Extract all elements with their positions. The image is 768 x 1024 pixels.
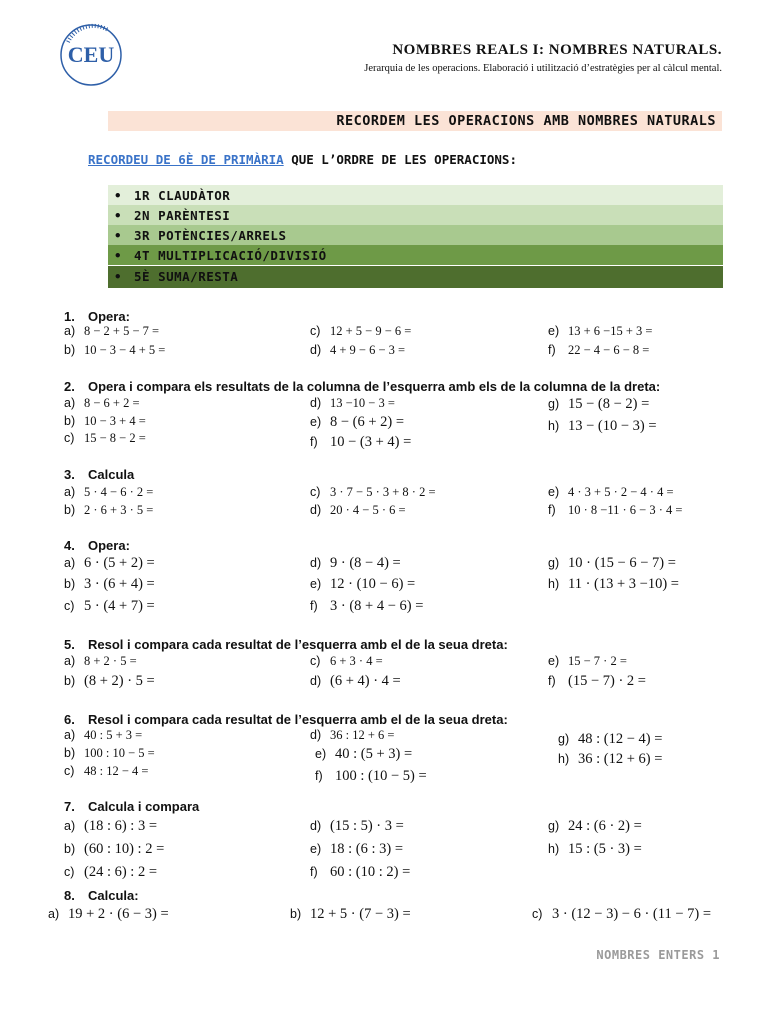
exercise-item [64, 431, 146, 446]
item-label: a) [64, 819, 76, 833]
exercise-item [290, 906, 411, 923]
item-label: b) [64, 842, 76, 856]
item-label: e) [310, 577, 322, 591]
item-label: e) [548, 324, 560, 338]
school-logo [58, 22, 124, 88]
item-expression: (15 : 5) · 3 = [330, 818, 404, 834]
exercise-title-text: Resol i compara cada resultat de l’esquerra amb el de la seua dreta: [88, 712, 508, 727]
recall-line [88, 152, 517, 167]
item-expression: 36 : 12 + 6 = [330, 728, 395, 742]
item-label: d) [310, 728, 322, 742]
item-label: c) [310, 485, 321, 499]
exercise-item [548, 654, 627, 669]
item-label: g) [548, 397, 560, 411]
item-expression: 40 : 5 + 3 = [84, 728, 143, 742]
page-footer: NOMBRES ENTERS 1 [596, 948, 720, 962]
item-expression: 10 · 8 −11 · 6 − 3 · 4 = [568, 503, 683, 517]
exercise-number: 5. [64, 637, 75, 652]
item-expression: (15 − 7) · 2 = [568, 673, 646, 689]
exercise-item [558, 751, 662, 768]
recall-link[interactable]: RECORDEU DE 6È DE PRIMÀRIA [88, 152, 284, 167]
order-item [108, 245, 723, 265]
item-label: a) [64, 654, 76, 668]
order-item-label: 2N PARÈNTESI [134, 208, 231, 223]
item-label: h) [548, 419, 560, 433]
order-item [108, 266, 723, 288]
item-label: d) [310, 819, 322, 833]
item-expression: 5 · (4 + 7) = [84, 598, 155, 614]
item-label: f) [315, 769, 323, 783]
exercise-title [64, 637, 508, 652]
exercise-item [548, 555, 676, 572]
bullet-icon: • [114, 228, 123, 243]
exercise-item [548, 841, 642, 858]
exercise-item [310, 673, 401, 690]
exercise-title-text: Calcula i compara [88, 799, 200, 814]
item-expression: (18 : 6) : 3 = [84, 818, 158, 834]
item-expression: 13 −10 − 3 = [330, 396, 395, 410]
item-label: b) [64, 414, 76, 428]
banner-text: RECORDEM LES OPERACIONS AMB NOMBRES NATURALS [336, 113, 716, 129]
order-item-label: 1R CLAUDÀTOR [134, 188, 231, 203]
item-label: h) [548, 577, 560, 591]
item-expression: 10 − 3 − 4 + 5 = [84, 343, 166, 357]
exercise-title-text: Calcula [88, 467, 135, 482]
exercise-item [310, 864, 410, 881]
bullet-icon: • [114, 188, 123, 203]
exercise-title-text: Opera: [88, 538, 130, 553]
exercise-item [310, 343, 405, 358]
order-item-label: 4T MULTIPLICACIÓ/DIVISIÓ [134, 248, 327, 263]
item-expression: 10 − 3 + 4 = [84, 414, 146, 428]
item-label: b) [64, 674, 76, 688]
logo-letters: CEU [67, 42, 115, 67]
exercise-item [310, 396, 395, 411]
item-expression: 40 : (5 + 3) = [335, 746, 413, 762]
exercise-item [548, 673, 646, 690]
exercise-item [548, 324, 652, 339]
order-item [108, 205, 723, 225]
item-expression: (8 + 2) · 5 = [84, 673, 155, 689]
item-expression: 3 · 7 − 5 · 3 + 8 · 2 = [330, 485, 436, 499]
item-expression: 15 − (8 − 2) = [568, 396, 650, 412]
exercise-title [64, 309, 130, 324]
exercise-item [310, 414, 404, 431]
item-label: d) [310, 674, 322, 688]
exercise-item [310, 841, 403, 858]
item-expression: 3 · (6 + 4) = [84, 576, 155, 592]
item-expression: 12 + 5 · (7 − 3) = [310, 906, 411, 922]
item-expression: 3 · (8 + 4 − 6) = [330, 598, 424, 614]
item-expression: 15 : (5 · 3) = [568, 841, 642, 857]
item-expression: 13 + 6 −15 + 3 = [568, 324, 653, 338]
item-expression: (60 : 10) : 2 = [84, 841, 165, 857]
exercise-item [548, 343, 649, 358]
item-expression: 18 : (6 : 3) = [330, 841, 404, 857]
exercise-item [310, 598, 423, 615]
exercise-item [64, 818, 157, 835]
item-label: d) [310, 343, 322, 357]
exercise-title [64, 467, 134, 482]
item-label: g) [548, 556, 560, 570]
exercise-item [310, 485, 436, 500]
item-expression: 15 − 7 · 2 = [568, 654, 627, 668]
item-label: e) [548, 485, 560, 499]
exercise-item [64, 485, 153, 500]
exercise-item [548, 818, 642, 835]
exercise-item [64, 503, 153, 518]
item-label: b) [290, 907, 302, 921]
item-expression: 12 · (10 − 6) = [330, 576, 416, 592]
exercise-item [64, 841, 164, 858]
item-label: f) [310, 865, 318, 879]
item-label: a) [64, 324, 76, 338]
item-label: e) [315, 747, 327, 761]
item-expression: 6 · (5 + 2) = [84, 555, 155, 571]
item-expression: 100 : 10 − 5 = [84, 746, 155, 760]
item-expression: 13 − (10 − 3) = [568, 418, 657, 434]
item-expression: 15 − 8 − 2 = [84, 431, 146, 445]
exercise-title [64, 799, 199, 814]
exercise-title [64, 712, 508, 727]
bullet-icon: • [114, 248, 123, 263]
item-label: d) [310, 503, 322, 517]
item-expression: 36 : (12 + 6) = [578, 751, 663, 767]
item-label: h) [548, 842, 560, 856]
item-expression: (24 : 6) : 2 = [84, 864, 158, 880]
exercise-item [310, 555, 401, 572]
exercise-title [64, 379, 660, 394]
exercise-title [64, 888, 139, 903]
item-label: f) [548, 343, 556, 357]
item-expression: 12 + 5 − 9 − 6 = [330, 324, 412, 338]
item-label: c) [532, 907, 543, 921]
item-label: b) [64, 503, 76, 517]
exercise-number: 3. [64, 467, 75, 482]
exercise-item [64, 396, 140, 411]
exercise-item [64, 343, 165, 358]
recall-text: QUE L’ORDRE DE LES OPERACIONS: [283, 152, 517, 167]
exercise-title [64, 538, 130, 553]
exercise-item [310, 818, 404, 835]
item-label: c) [64, 431, 75, 445]
exercise-number: 8. [64, 888, 75, 903]
item-label: h) [558, 752, 570, 766]
item-label: f) [548, 674, 556, 688]
item-label: f) [310, 435, 318, 449]
exercise-title-text: Resol i compara cada resultat de l’esquerra amb el de la seua dreta: [88, 637, 508, 652]
exercise-item [548, 485, 674, 500]
exercise-number: 1. [64, 309, 75, 324]
exercise-item [64, 728, 142, 743]
item-label: c) [310, 654, 321, 668]
exercise-title-text: Opera: [88, 309, 130, 324]
item-expression: 8 − 2 + 5 − 7 = [84, 324, 160, 338]
item-label: g) [558, 732, 570, 746]
exercise-item [558, 731, 662, 748]
exercise-item [64, 414, 146, 429]
item-label: a) [64, 556, 76, 570]
item-expression: 5 · 4 − 6 · 2 = [84, 485, 154, 499]
item-expression: 2 · 6 + 3 · 5 = [84, 503, 154, 517]
item-expression: 48 : 12 − 4 = [84, 764, 149, 778]
item-label: b) [64, 577, 76, 591]
item-label: c) [310, 324, 321, 338]
exercise-item [315, 768, 427, 785]
item-label: e) [310, 415, 322, 429]
exercise-title-text: Calcula: [88, 888, 139, 903]
exercise-item [64, 654, 137, 669]
item-expression: 3 · (12 − 3) − 6 · (11 − 7) = [552, 906, 712, 922]
item-expression: 24 : (6 · 2) = [568, 818, 642, 834]
exercise-item [315, 746, 412, 763]
order-item-label: 3R POTÈNCIES/ARRELS [134, 228, 287, 243]
page-subtitle: Jerarquia de les operacions. Elaboració i utilització d’estratègies per al càlcul mental. [364, 63, 722, 74]
item-expression: 10 · (15 − 6 − 7) = [568, 555, 676, 571]
item-expression: 4 · 3 + 5 · 2 − 4 · 4 = [568, 485, 674, 499]
item-expression: 22 − 4 − 6 − 8 = [568, 343, 650, 357]
item-label: c) [64, 764, 75, 778]
exercise-item [48, 906, 169, 923]
item-label: f) [548, 503, 556, 517]
item-label: e) [548, 654, 560, 668]
item-expression: 10 − (3 + 4) = [330, 434, 412, 450]
exercise-number: 7. [64, 799, 75, 814]
order-item [108, 185, 723, 205]
item-expression: 9 · (8 − 4) = [330, 555, 401, 571]
exercise-item [64, 864, 157, 881]
item-label: b) [64, 343, 76, 357]
item-label: a) [64, 396, 76, 410]
order-item [108, 225, 723, 245]
item-label: g) [548, 819, 560, 833]
exercise-item [548, 503, 682, 518]
exercise-item [310, 654, 383, 669]
exercise-item [64, 764, 148, 779]
bullet-icon: • [114, 208, 123, 223]
item-expression: 4 + 9 − 6 − 3 = [330, 343, 406, 357]
item-expression: 8 + 2 · 5 = [84, 654, 137, 668]
exercise-item [310, 503, 406, 518]
item-expression: 100 : (10 − 5) = [335, 768, 427, 784]
item-expression: 60 : (10 : 2) = [330, 864, 411, 880]
item-label: c) [64, 865, 75, 879]
exercise-item [548, 576, 679, 593]
item-label: a) [64, 728, 76, 742]
item-expression: 8 − 6 + 2 = [84, 396, 140, 410]
item-expression: 11 · (13 + 3 −10) = [568, 576, 679, 592]
item-label: d) [310, 396, 322, 410]
order-item-label: 5È SUMA/RESTA [134, 269, 239, 284]
item-label: a) [64, 485, 76, 499]
item-label: f) [310, 599, 318, 613]
item-label: e) [310, 842, 322, 856]
exercise-item [64, 555, 155, 572]
exercise-number: 6. [64, 712, 75, 727]
section-banner [108, 111, 722, 131]
exercise-item [548, 396, 649, 413]
item-expression: 6 + 3 · 4 = [330, 654, 383, 668]
exercise-item [64, 673, 155, 690]
exercise-item [64, 598, 155, 615]
exercise-item [64, 746, 155, 761]
exercise-number: 2. [64, 379, 75, 394]
exercise-item [310, 324, 411, 339]
item-expression: 19 + 2 · (6 − 3) = [68, 906, 169, 922]
exercise-number: 4. [64, 538, 75, 553]
exercise-item [532, 906, 711, 923]
item-expression: 20 · 4 − 5 · 6 = [330, 503, 406, 517]
item-label: a) [48, 907, 60, 921]
page-title: NOMBRES REALS I: NOMBRES NATURALS. [392, 42, 722, 58]
exercise-item [310, 728, 394, 743]
item-expression: (6 + 4) · 4 = [330, 673, 401, 689]
item-expression: 8 − (6 + 2) = [330, 414, 405, 430]
item-label: b) [64, 746, 76, 760]
exercise-item [64, 576, 155, 593]
exercise-item [310, 434, 411, 451]
bullet-icon: • [114, 269, 123, 284]
item-expression: 48 : (12 − 4) = [578, 731, 663, 747]
exercise-item [64, 324, 159, 339]
item-label: d) [310, 556, 322, 570]
item-label: c) [64, 599, 75, 613]
exercise-item [548, 418, 657, 435]
exercise-item [310, 576, 415, 593]
exercise-title-text: Opera i compara els resultats de la columna de l’esquerra amb els de la columna de la dreta: [88, 379, 661, 394]
